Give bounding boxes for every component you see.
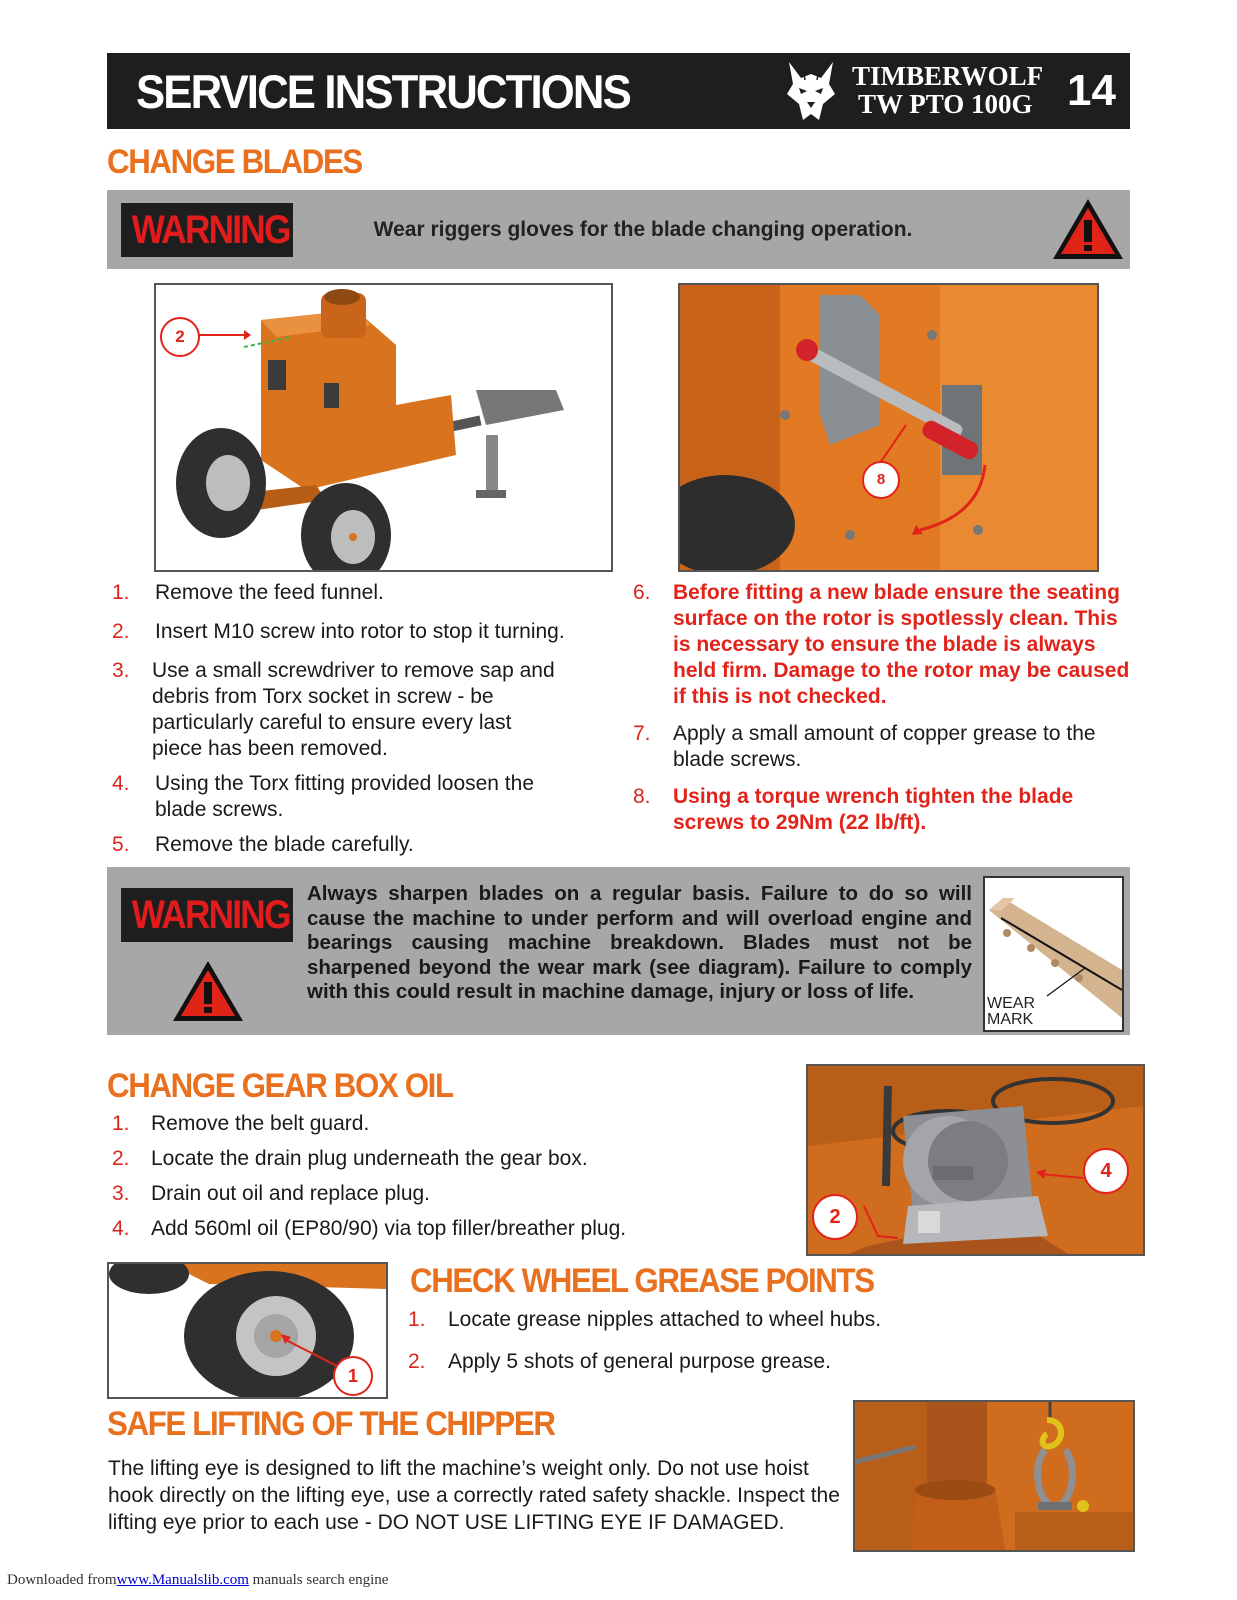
blade-steps-right: [633, 580, 1138, 836]
list-item: 4. Add 560ml oil (EP80/90) via top filler/breather plug.: [112, 1217, 627, 1240]
warning-label: WARNING: [121, 888, 293, 942]
brand-model: TW PTO 100G: [858, 89, 1033, 119]
warning-text: Wear riggers gloves for the blade changing operation.: [373, 218, 913, 241]
gear-box-oil-title: CHANGE GEAR BOX OIL: [107, 1067, 453, 1105]
warning-triangle-icon: [1050, 196, 1126, 262]
callout-2: 2: [812, 1194, 858, 1240]
change-blades-title: CHANGE BLADES: [107, 143, 362, 181]
lifting-text: The lifting eye is designed to lift the machine’s weight only. Do not use hoist hook directly on the lifting eye, use a correctly rated safety shackle. Inspect the lifting eye prior to each use - DO NOT USE LIFTING EYE IF DAMAGED.: [108, 1457, 840, 1534]
list-item: 4. Using the Torx fitting provided loosen the blade screws.: [112, 772, 535, 821]
callout-8: 8: [862, 461, 900, 499]
footer-suffix: manuals search engine: [248, 1572, 389, 1588]
brand-name: TIMBERWOLF: [852, 61, 1044, 91]
callout-arrow-icon: [196, 323, 251, 343]
chipper-rotor-figure: [154, 283, 613, 572]
callout-1: 1: [333, 1356, 373, 1396]
list-item: 3. Drain out oil and replace plug.: [112, 1182, 431, 1205]
list-item: 5. Remove the blade carefully.: [112, 833, 414, 856]
callout-2: 2: [160, 317, 200, 357]
wolf-head-logo-icon: [785, 58, 837, 124]
blade-steps-left: [112, 580, 612, 858]
lifting-illustration: [855, 1402, 1133, 1550]
callout-4: 4: [1083, 1148, 1129, 1194]
wear-mark-figure: [983, 876, 1124, 1032]
list-item: 1. Remove the feed funnel.: [112, 581, 384, 604]
torque-wrench-illustration: [680, 285, 1097, 570]
warning-triangle-icon: [170, 958, 246, 1024]
list-item: 2. Apply 5 shots of general purpose grease.: [408, 1350, 831, 1373]
page-title: SERVICE INSTRUCTIONS: [136, 65, 630, 118]
safe-lifting-title: SAFE LIFTING OF THE CHIPPER: [107, 1405, 555, 1443]
list-item: 2. Locate the drain plug underneath the gear box.: [112, 1147, 588, 1170]
lifting-eye-figure: [853, 1400, 1135, 1552]
list-item: 7. Apply a small amount of copper grease to the blade screws.: [633, 722, 1096, 771]
footer-prefix: Downloaded from: [7, 1572, 117, 1588]
list-item: 6. Before fitting a new blade ensure the seating surface on the rotor is spotlessly clean. This is necessary to ensure the blade is always held firm. Damage to the rotor may be caused if this is not checked.: [633, 581, 1130, 708]
wheel-hub-figure: [107, 1262, 388, 1399]
list-item: 1. Remove the belt guard.: [112, 1112, 370, 1135]
wear-mark-label: WEAR MARK: [987, 995, 1035, 1028]
sharpening-warning-text: Always sharpen blades on a regular basis. Failure to do so will cause the machine to under perform and will overload engine and bearings causing machine breakdown. Blades must not be sharpened beyond the wear mark (see diagram). Failure to comply with this could result in machine damage, injury or loss of life.: [307, 882, 972, 1004]
manualslib-link[interactable]: www.Manualslib.com: [116, 1572, 249, 1588]
gear-box-steps: [112, 1111, 762, 1242]
page-number: 14: [1067, 66, 1116, 115]
list-item: 1. Locate grease nipples attached to wheel hubs.: [408, 1308, 882, 1331]
list-item: 8. Using a torque wrench tighten the blade screws to 29Nm (22 lb/ft).: [633, 785, 1074, 834]
torque-wrench-figure: [678, 283, 1099, 572]
wheel-grease-steps: [408, 1307, 1108, 1375]
list-item: 2. Insert M10 screw into rotor to stop it turning.: [112, 620, 565, 643]
warning-label: WARNING: [121, 203, 293, 257]
wheel-grease-title: CHECK WHEEL GREASE POINTS: [410, 1262, 874, 1300]
footer: [7, 1572, 388, 1589]
list-item: 3. Use a small screwdriver to remove sap and debris from Torx socket in screw - be particularly careful to ensure every last piece has been removed.: [112, 659, 555, 760]
gear-box-figure: [806, 1064, 1145, 1256]
